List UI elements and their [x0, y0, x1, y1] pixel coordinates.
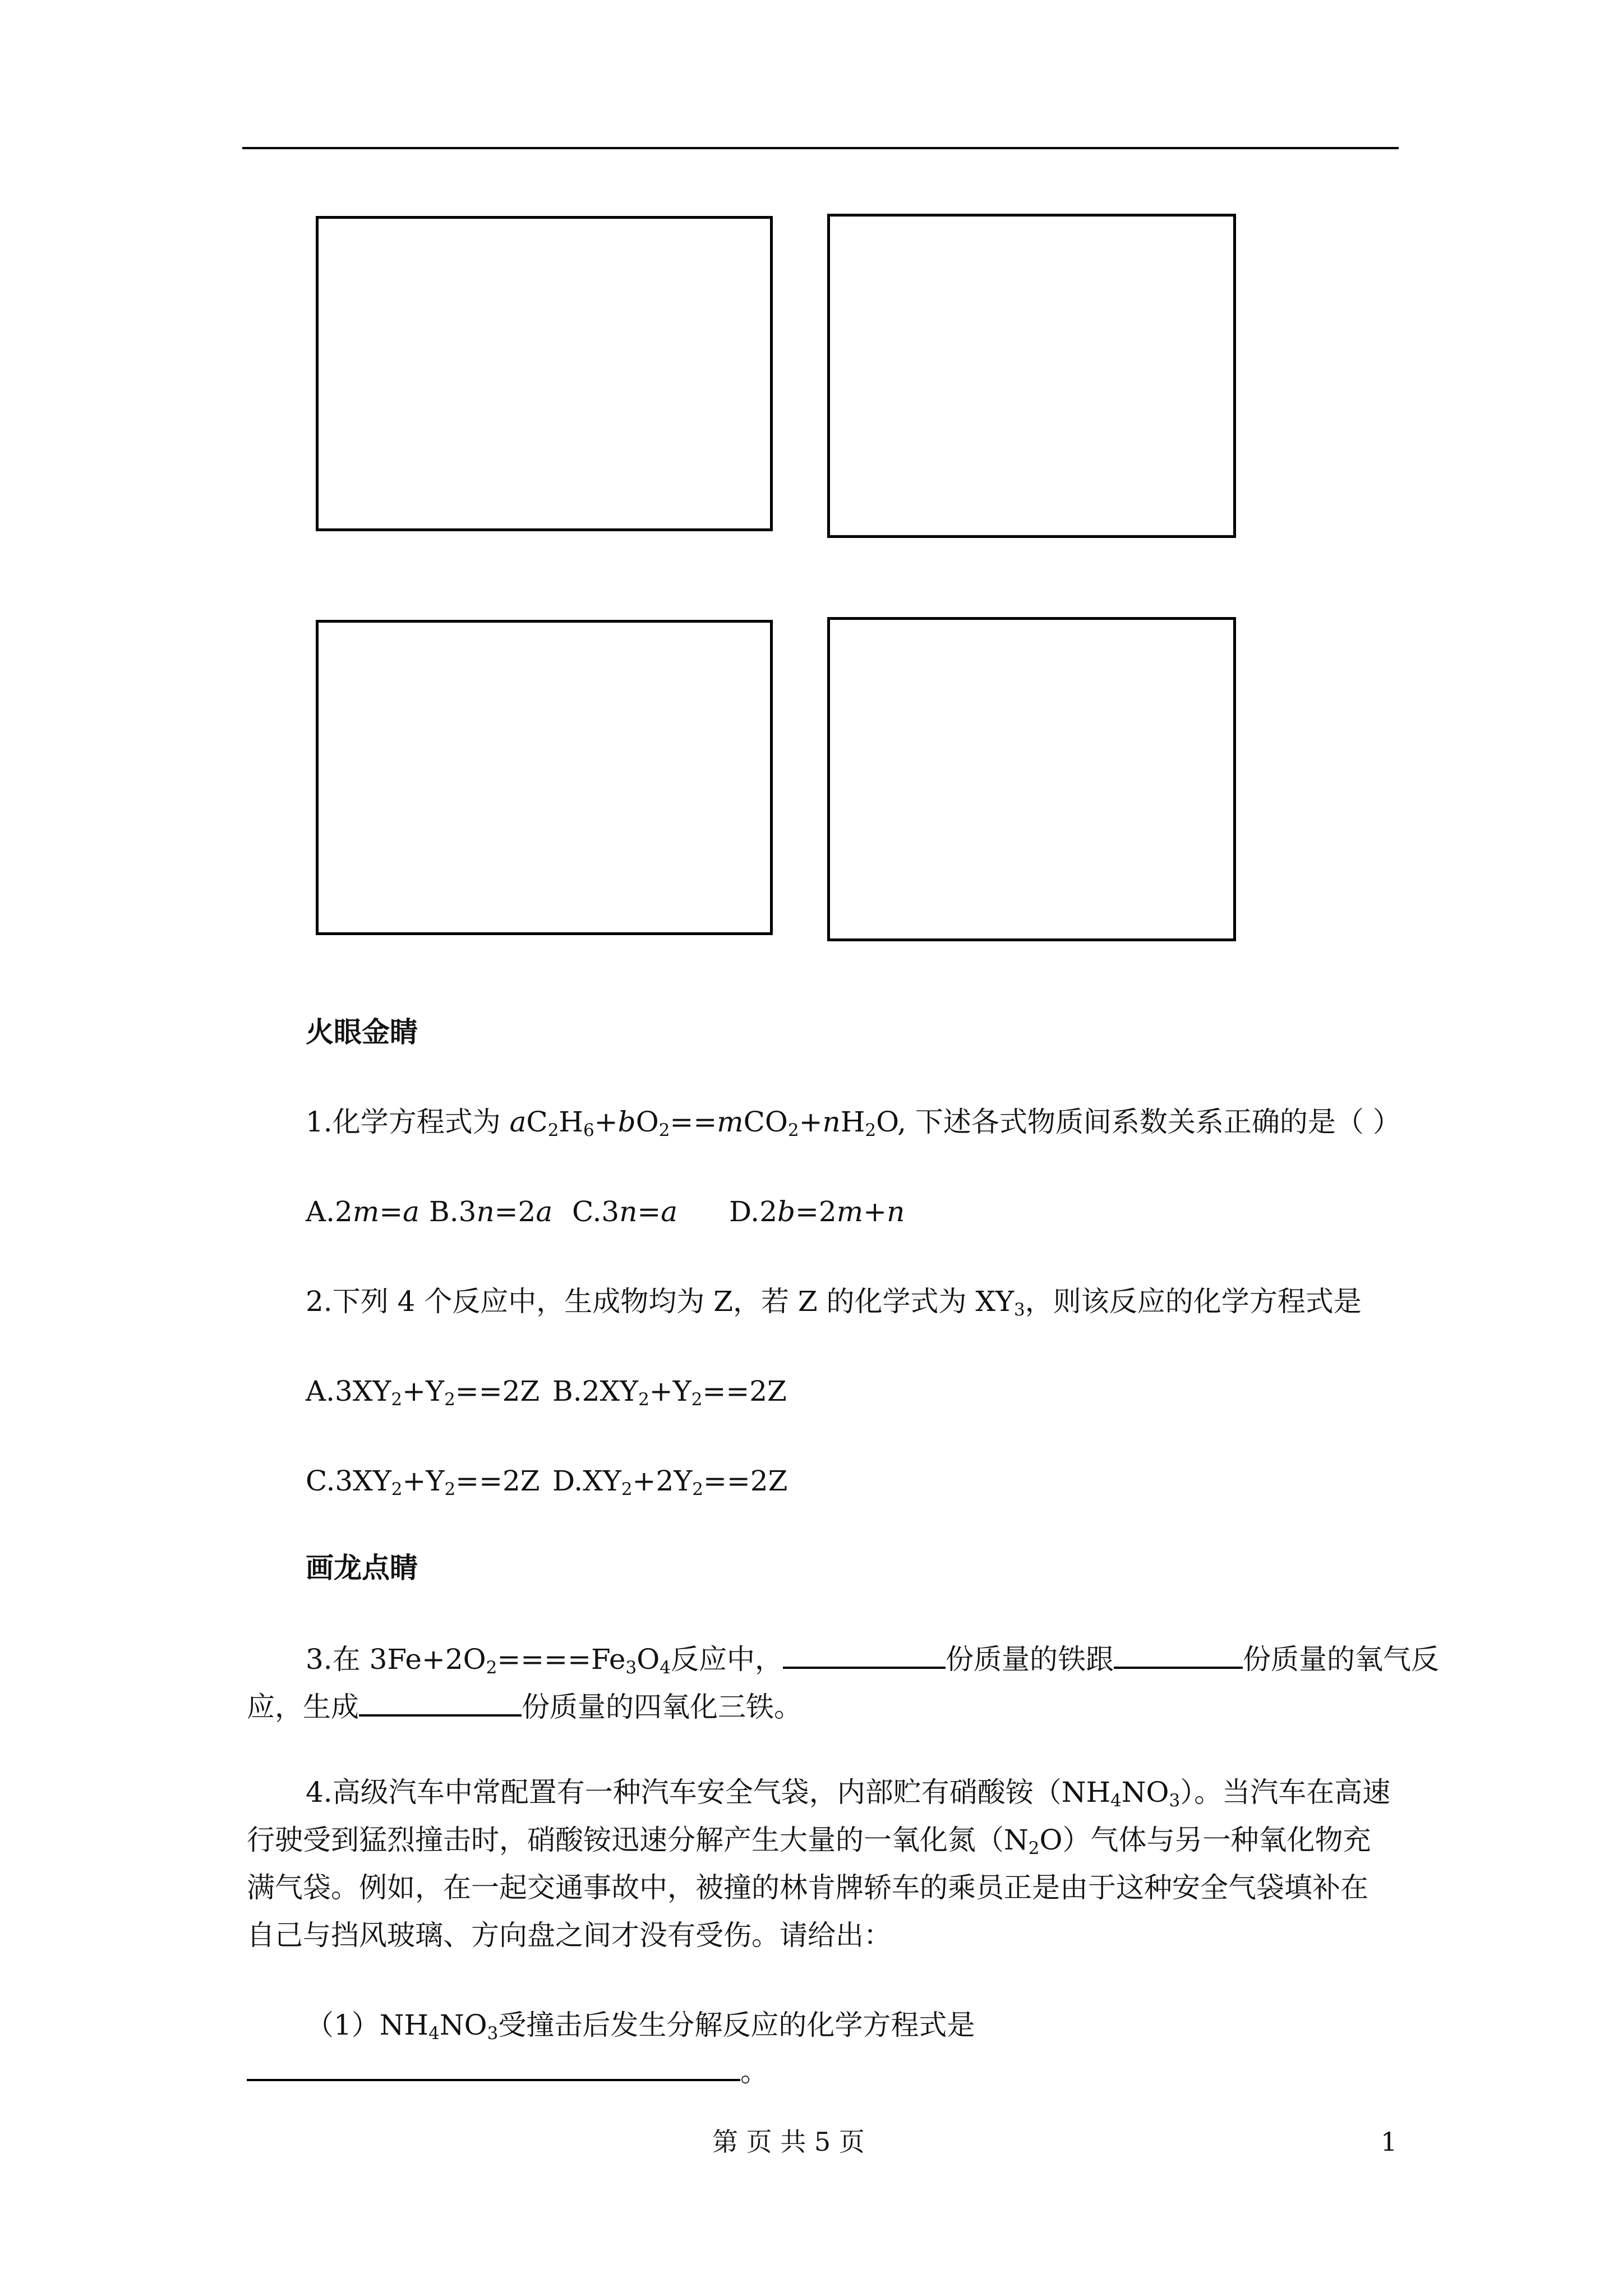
answer-box-3	[316, 620, 773, 935]
option-a: A.2m=a	[306, 1195, 419, 1228]
answer-blank-iron[interactable]	[783, 1641, 946, 1669]
question-4-line-3: 满气袋。例如，在一起交通事故中，被撞的林肯牌轿车的乘员正是由于这种安全气袋填补在	[247, 1871, 1368, 1904]
question-4-line-1: 4.高级汽车中常配置有一种汽车安全气袋，内部贮有硝酸铵$(NH_4NO_3)$。当汽车在高速	[306, 1776, 1391, 1811]
option-a: $A.3XY_2+Y_2==2Z$	[306, 1375, 540, 1410]
footer-page-info: 第 页 共 5 页	[712, 2127, 865, 2157]
question-1: 1.化学方程式为 $aC_2H_6+bO_2==mCO_2+nH_2O$, 下述各式物质间系数关系正确的是（ ）	[306, 1106, 1401, 1140]
footer-page-number: 1	[1381, 2127, 1398, 2157]
answer-box-1	[316, 216, 773, 531]
header-rule	[242, 147, 1399, 149]
answer-blank-oxygen[interactable]	[1114, 1641, 1243, 1669]
option-d: D.2b=2m+n	[729, 1195, 905, 1228]
option-b: $B.2XY_2+Y_2==2Z$	[552, 1375, 787, 1410]
section-heading-1: 火眼金睛	[306, 1016, 418, 1048]
question-2-options-row-1	[306, 1374, 787, 1408]
question-4-answer-line: 。	[247, 2053, 768, 2088]
answer-blank-equation[interactable]	[247, 2053, 740, 2081]
section-heading-2: 画龙点睛	[306, 1552, 418, 1584]
answer-blank-product[interactable]	[359, 1688, 522, 1717]
question-2-options-row-2	[306, 1464, 787, 1498]
option-c: $C.3XY_2+Y_2==2Z$	[306, 1465, 540, 1499]
option-d: $D.XY_2+2Y_2==2Z$	[552, 1465, 788, 1499]
answer-box-2	[827, 214, 1236, 538]
question-1-options	[306, 1195, 905, 1228]
question-4-part-1: $(1)NH_4NO_3$受撞击后发生分解反应的化学方程式是	[306, 2009, 975, 2044]
question-4-line-4: 自己与挡风玻璃、方向盘之间才没有受伤。请给出：	[247, 1919, 892, 1952]
option-b: B.3n=2a	[429, 1195, 553, 1228]
question-3-line-2: 应，生成 份质量的四氧化三铁。	[247, 1688, 802, 1724]
answer-box-4	[827, 617, 1236, 941]
question-4-line-2: 行驶受到猛烈撞击时，硝酸铵迅速分解产生大量的一氧化氮$(N_2O)$气体与另一种氧化物充	[247, 1824, 1371, 1858]
option-c: C.3n=a	[572, 1195, 678, 1228]
question-3-line-1: 3.在 $3Fe+2O_2====Fe_3O_4$反应中， 份质量的铁跟 份质量的氧气反	[306, 1641, 1439, 1676]
question-2: 2.下列 4 个反应中，生成物均为 Z，若 Z 的化学式为 $XY_3$，则该反应的化学方程式是	[306, 1285, 1362, 1320]
